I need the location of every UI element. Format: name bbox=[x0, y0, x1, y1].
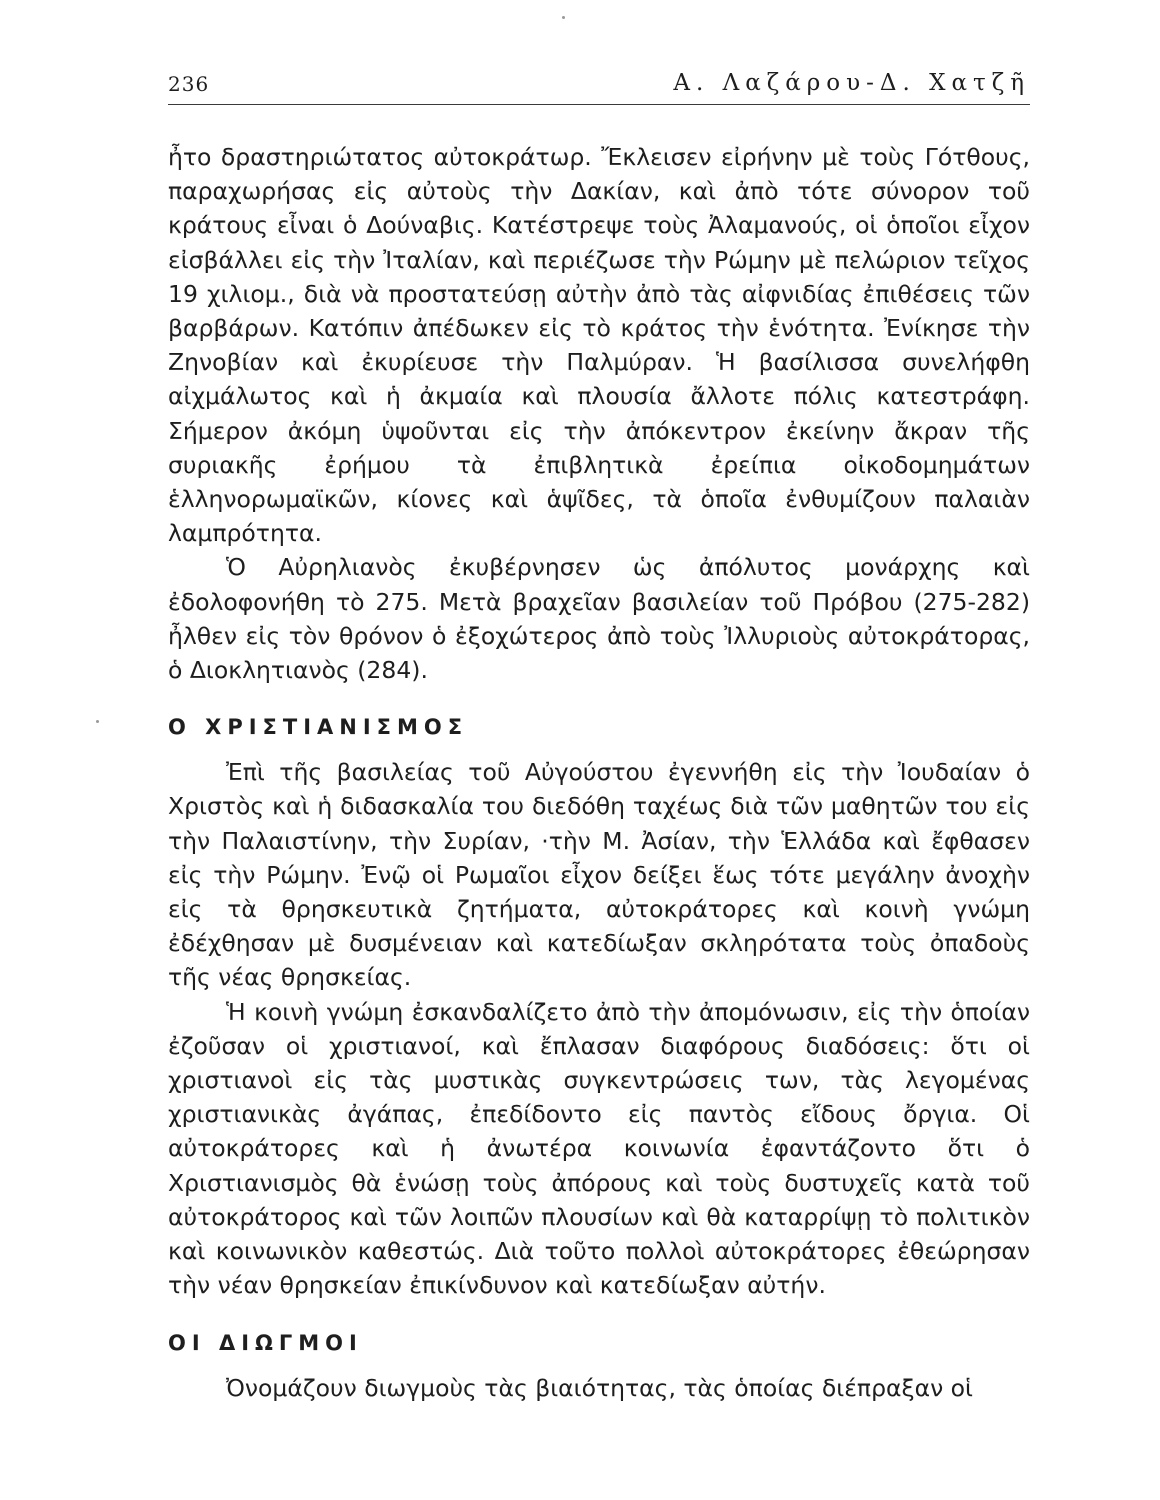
section-heading-christianity: Ο ΧΡΙΣΤΙΑΝΙΣΜΟΣ bbox=[168, 715, 469, 740]
paper-speck bbox=[96, 720, 99, 723]
paragraph-christ-teaching: Ἐπὶ τῆς βασιλείας τοῦ Αὐγούστου ἐγεννήθη εἰς τὴν Ἰουδαίαν ὁ Χριστὸς καὶ ἡ διδασκαλία του διεδόθη ταχέως διὰ τῶν μαθητῶν του εἰς τὴν Παλαιστίνην, τὴν Συρίαν, ·τὴν Μ. Ἀσίαν, τὴν Ἑλλάδα καὶ ἔφθασεν εἰς τὴν Ρώμην. Ἐνῷ οἱ Ρωμαῖοι εἶχον δείξει ἕως τότε μεγάλην ἀνοχὴν εἰς τὰ θρησκευτικὰ ζητήματα, αὐτοκράτορες καὶ κοινὴ γνώμη ἐδέχθησαν μὲ δυσμένειαν καὶ κατεδίωξαν σκληρότατα τοὺς ὀπαδοὺς τῆς νέας θρησκείας. bbox=[168, 758, 1030, 992]
paragraph-diocletian: Ὁ Αὐρηλιανὸς ἐκυβέρνησεν ὡς ἀπόλυτος μονάρχης καὶ ἐδολοφονήθη τὸ 275. Μετὰ βραχεῖαν βασιλείαν τοῦ Πρόβου (275-282) ἦλθεν εἰς τὸν θρόνον ὁ ἐξοχώτερος ἀπὸ τοὺς Ἰλλυριοὺς αὐτοκράτορας, ὁ Διοκλητιανὸς (284). bbox=[168, 553, 1030, 685]
running-title: Α. Λαζάρου-Δ. Χατζῆ bbox=[673, 70, 1030, 96]
page-number: 236 bbox=[168, 72, 210, 96]
section-spacer bbox=[168, 1303, 1030, 1313]
page-body bbox=[168, 140, 1030, 1405]
section-spacer bbox=[168, 687, 1030, 697]
running-head bbox=[168, 70, 1030, 105]
paragraph-persecutions-start: Ὀνομάζουν διωγμοὺς τὰς βιαιότητας, τὰς ὁποίας διέπραξαν οἱ bbox=[226, 1373, 974, 1402]
paper-speck bbox=[562, 16, 565, 19]
paragraph-public-opinion: Ἡ κοινὴ γνώμη ἐσκανδαλίζετο ἀπὸ τὴν ἀπομόνωσιν, εἰς τὴν ὁποίαν ἐζοῦσαν οἱ χριστιανοί, καὶ ἔπλασαν διαφόρους διαδόσεις: ὅτι οἱ χριστιανοὶ εἰς τὰς μυστικὰς συγκεντρώσεις των, τὰς λεγομένας χριστιανικὰς ἀγάπας, ἐπεδίδοντο εἰς παντὸς εἴδους ὄργια. Οἱ αὐτοκράτορες καὶ ἡ ἀνωτέρα κοινωνία ἐφαντάζοντο ὅτι ὁ Χριστιανισμὸς θὰ ἑνώσῃ τοὺς ἀπόρους καὶ τοὺς δυστυχεῖς κατὰ τοῦ αὐτοκράτορος καὶ τῶν λοιπῶν πλουσίων καὶ θὰ καταρρίψῃ τὸ πολιτικὸν καὶ κοινωνικὸν καθεστώς. Διὰ τοῦτο πολλοὶ αὐτοκράτορες ἐθεώρησαν τὴν νέαν θρησκείαν ἐπικίνδυνον καὶ κατεδίωξαν αὐτήν. bbox=[168, 997, 1030, 1300]
paragraph-aurelian: ἦτο δραστηριώτατος αὐτοκράτωρ. Ἔκλεισεν εἰρήνην μὲ τοὺς Γότθους, παραχωρήσας εἰς αὐτοὺς τὴν Δακίαν, καὶ ἀπὸ τότε σύνορον τοῦ κράτους εἶναι ὁ Δούναβις. Κατέστρεψε τοὺς Ἀλαμανούς, οἱ ὁποῖοι εἶχον εἰσβάλλει εἰς τὴν Ἰταλίαν, καὶ περιέζωσε τὴν Ρώμην μὲ πελώριον τεῖχος 19 χιλιομ., διὰ νὰ προστατεύσῃ αὐτὴν ἀπὸ τὰς αἰφνιδίας ἐπιθέσεις τῶν βαρβάρων. Κατόπιν ἀπέδωκεν εἰς τὸ κράτος τὴν ἑνότητα. Ἐνίκησε τὴν Ζηνοβίαν καὶ ἐκυρίευσε τὴν Παλμύραν. Ἡ βασίλισσα συνελήφθη αἰχμάλωτος καὶ ἡ ἀκμαία καὶ πλουσία ἄλλοτε πόλις κατεστράφη. Σήμερον ἀκόμη ὑψοῦνται εἰς τὴν ἀπόκεντρον ἐκείνην ἄκραν τῆς συριακῆς ἐρήμου τὰ ἐπιβλητικὰ ἐρείπια οἰκοδομημάτων ἑλληνορωμαϊκῶν, κίονες καὶ ἁψῖδες, τὰ ὁποῖα ἐνθυμίζουν παλαιὰν λαμπρότητα. bbox=[168, 143, 1030, 548]
section-heading-persecutions: ΟΙ ΔΙΩΓΜΟΙ bbox=[168, 1330, 363, 1355]
